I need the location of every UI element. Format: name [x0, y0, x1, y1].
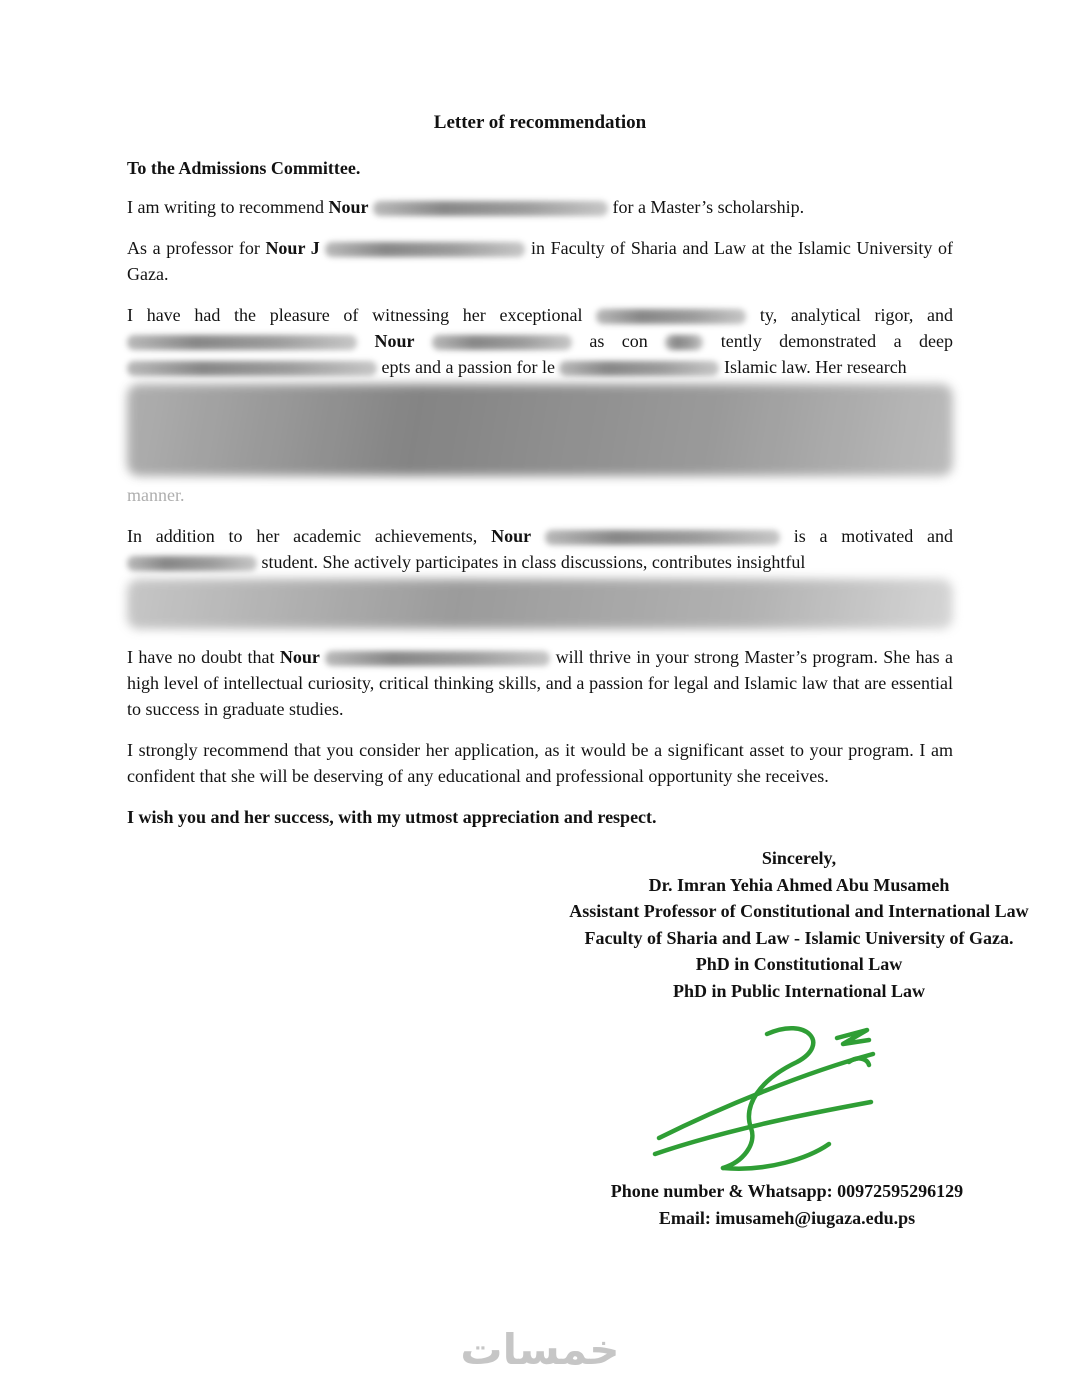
redaction	[325, 651, 550, 666]
redaction	[373, 201, 608, 216]
redaction	[665, 335, 703, 350]
signature-svg	[639, 1018, 889, 1178]
paragraph-3-text: epts and a passion for le	[381, 357, 555, 377]
signer-title-2: Faculty of Sharia and Law - Islamic University of Gaza.	[584, 927, 1014, 948]
paragraph-3-text: ty, analytical rigor, and	[759, 305, 954, 325]
closing-sincerely: Sincerely,	[761, 848, 837, 868]
paragraph-3	[127, 302, 953, 508]
closing-block	[499, 845, 1080, 1004]
email-line: Email: imusameh@iugaza.edu.ps	[658, 1208, 916, 1228]
paragraph-4-text: is a motivated and	[793, 526, 954, 546]
paragraph-1	[127, 194, 953, 220]
redaction	[545, 530, 780, 545]
paragraph-3-text: manner.	[127, 485, 185, 505]
letter-title: Letter of recommendation	[433, 112, 647, 133]
paragraph-5-text: will thrive in your strong Master’s program. She has a high level of intellectual curiosity, critical thinking skills, and a passion for legal and Islamic law that are essential to success in graduate studies.	[127, 647, 954, 719]
paragraph-2-text: As a professor for	[127, 238, 260, 258]
student-name: Nour	[491, 526, 532, 546]
signature-stroke	[723, 1028, 813, 1168]
redaction	[127, 335, 357, 350]
signature-stroke	[655, 1102, 871, 1154]
student-name: Nour	[328, 197, 369, 217]
paragraph-3-text: Islamic law. Her research	[723, 357, 907, 377]
paragraph-3-text: I have had the pleasure of witnessing her exceptional	[127, 305, 583, 325]
redaction	[325, 242, 525, 257]
paragraph-2-text: in Faculty of Sharia and Law at the Islamic University of Gaza.	[127, 238, 954, 284]
signer-name: Dr. Imran Yehia Ahmed Abu Musameh	[648, 874, 950, 895]
student-name: Nour	[374, 331, 415, 351]
student-name: Nour J	[265, 238, 320, 258]
contact-block	[487, 1178, 1080, 1232]
paragraph-4-text: In addition to her academic achievements,	[127, 526, 478, 546]
paragraph-7: I wish you and her success, with my utmost appreciation and respect.	[127, 807, 657, 827]
paragraph-1-text: I am writing to recommend	[127, 197, 324, 217]
redaction	[127, 361, 377, 376]
salutation: To the Admissions Committee.	[127, 158, 361, 178]
paragraph-3-text: tently demonstrated a deep	[720, 331, 953, 351]
paragraph-1-text: for a Master’s scholarship.	[612, 197, 805, 217]
phone-line: Phone number & Whatsapp: 00972595296129	[610, 1181, 964, 1201]
student-name: Nour	[279, 647, 320, 667]
signer-title-4: PhD in Public International Law	[672, 980, 926, 1001]
paragraph-4-text: student. She actively participates in class discussions, contributes insightful	[261, 552, 806, 572]
redaction-block	[127, 384, 953, 476]
signature-stroke	[837, 1030, 869, 1044]
redaction	[596, 309, 746, 324]
paragraph-2	[127, 235, 953, 287]
paragraph-6: I strongly recommend that you consider her application, as it would be a significant asset to your program. I am confident that she will be deserving of any educational and professional opportunity she receives.	[127, 740, 953, 786]
paragraph-5	[127, 644, 953, 722]
paragraph-3-text: as con	[589, 331, 648, 351]
signature-stroke	[849, 1058, 869, 1065]
khamsat-watermark: خمسات	[460, 1325, 620, 1374]
signer-title-1: Assistant Professor of Constitutional and International Law	[569, 901, 1029, 921]
signature-stroke	[723, 1144, 829, 1169]
redaction	[432, 335, 572, 350]
paragraph-4	[127, 523, 953, 629]
redaction	[559, 361, 719, 376]
redaction-block	[127, 579, 953, 629]
redaction	[127, 556, 257, 571]
signer-title-3: PhD in Constitutional Law	[695, 954, 903, 974]
handwritten-signature-image	[639, 1018, 889, 1170]
paragraph-5-text: I have no doubt that	[127, 647, 275, 667]
